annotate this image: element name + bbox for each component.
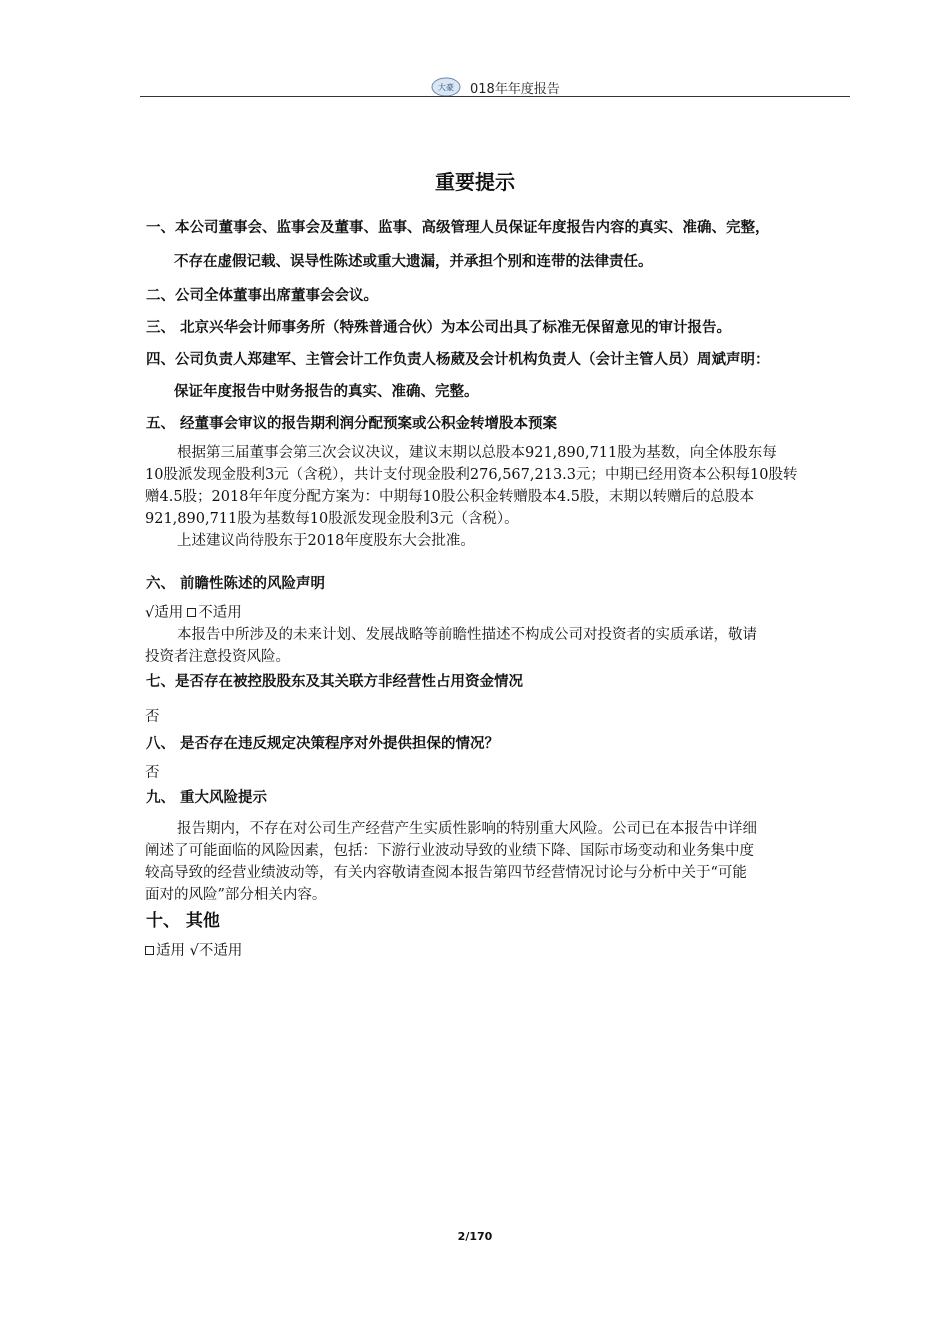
item-5-para-line-1: 根据第三届董事会第三次会议决议，建议末期以总股本921,890,711股为基数，向全体股东每: [177, 445, 777, 461]
item-9-heading: 九、 重大风险提示: [146, 790, 268, 806]
item-10-applicability: [141, 940, 242, 962]
item-5-para-line-4: 921,890,711股为基数每10股派发现金股利3元（含税）。: [145, 511, 519, 527]
applicable-checked: √适用: [145, 605, 184, 621]
item-4-line-1: 四、公司负责人郑建军、主管会计工作负责人杨葳及会计机构负责人（会计主管人员）周斌声明：: [146, 352, 770, 368]
item-9-para-line-1: 报告期内，不存在对公司生产经营产生实质性影响的特别重大风险。公司已在本报告中详细: [177, 821, 757, 837]
item-7-heading: 七、是否存在被控股股东及其关联方非经营性占用资金情况: [146, 674, 523, 690]
item-5-para-line-3: 赠4.5股；2018年年度分配方案为：中期每10股公积金转赠股本4.5股，末期以转赠后的总股本: [145, 489, 754, 505]
report-title: 018年年度报告: [470, 82, 560, 97]
item-2: 二、公司全体董事出席董事会会议。: [146, 288, 378, 304]
item-4-line-2: 保证年度报告中财务报告的真实、准确、完整。: [174, 384, 479, 400]
item-8-answer: 否: [145, 765, 160, 781]
header-divider: [140, 96, 850, 97]
item-9-para-line-3: 较高导致的经营业绩波动等，有关内容敬请查阅本报告第四节经营情况讨论与分析中关于“可能: [145, 865, 747, 881]
svg-text:大豪: 大豪: [438, 83, 454, 92]
item-1-line-2: 不存在虚假记载、误导性陈述或重大遗漏，并承担个别和连带的法律责任。: [174, 254, 653, 270]
item-5-para-line-5: 上述建议尚待股东于2018年度股东大会批准。: [177, 533, 475, 549]
item-7-answer: 否: [145, 709, 160, 725]
item-6-para-line-1: 本报告中所涉及的未来计划、发展战略等前瞻性描述不构成公司对投资者的实质承诺，敬请: [177, 627, 757, 643]
company-logo: [424, 76, 468, 98]
item-9-para-line-4: 面对的风险”部分相关内容。: [145, 887, 327, 903]
checkbox-icon: [187, 608, 196, 617]
page-title: 重要提示: [435, 170, 515, 194]
page-number: 2/170: [457, 1230, 493, 1243]
item-8-heading: 八、 是否存在违反规定决策程序对外提供担保的情况？: [146, 736, 500, 752]
item-3: 三、 北京兴华会计师事务所（特殊普通合伙）为本公司出具了标准无保留意见的审计报告。: [146, 320, 732, 336]
not-applicable-label: 不适用: [198, 605, 242, 621]
not-applicable-checked: √不适用: [189, 943, 243, 959]
item-6-applicability: [145, 602, 242, 624]
checkbox-icon: [145, 946, 154, 955]
item-5-heading: 五、 经董事会审议的报告期利润分配预案或公积金转增股本预案: [146, 416, 558, 432]
applicable-label: 适用: [156, 943, 185, 959]
item-1-line-1: 一、本公司董事会、监事会及董事、监事、高级管理人员保证年度报告内容的真实、准确、完整，: [146, 220, 770, 236]
item-6-para-line-2: 投资者注意投资风险。: [145, 649, 290, 665]
item-10-heading: 十、 其他: [146, 911, 220, 931]
item-9-para-line-2: 阐述了可能面临的风险因素，包括：下游行业波动导致的业绩下降、国际市场变动和业务集中度: [145, 843, 754, 859]
item-5-para-line-2: 10股派发现金股利3元（含税），共计支付现金股利276,567,213.3元；中期已经用资本公积每10股转: [145, 467, 798, 483]
item-6-heading: 六、 前瞻性陈述的风险声明: [146, 576, 326, 592]
